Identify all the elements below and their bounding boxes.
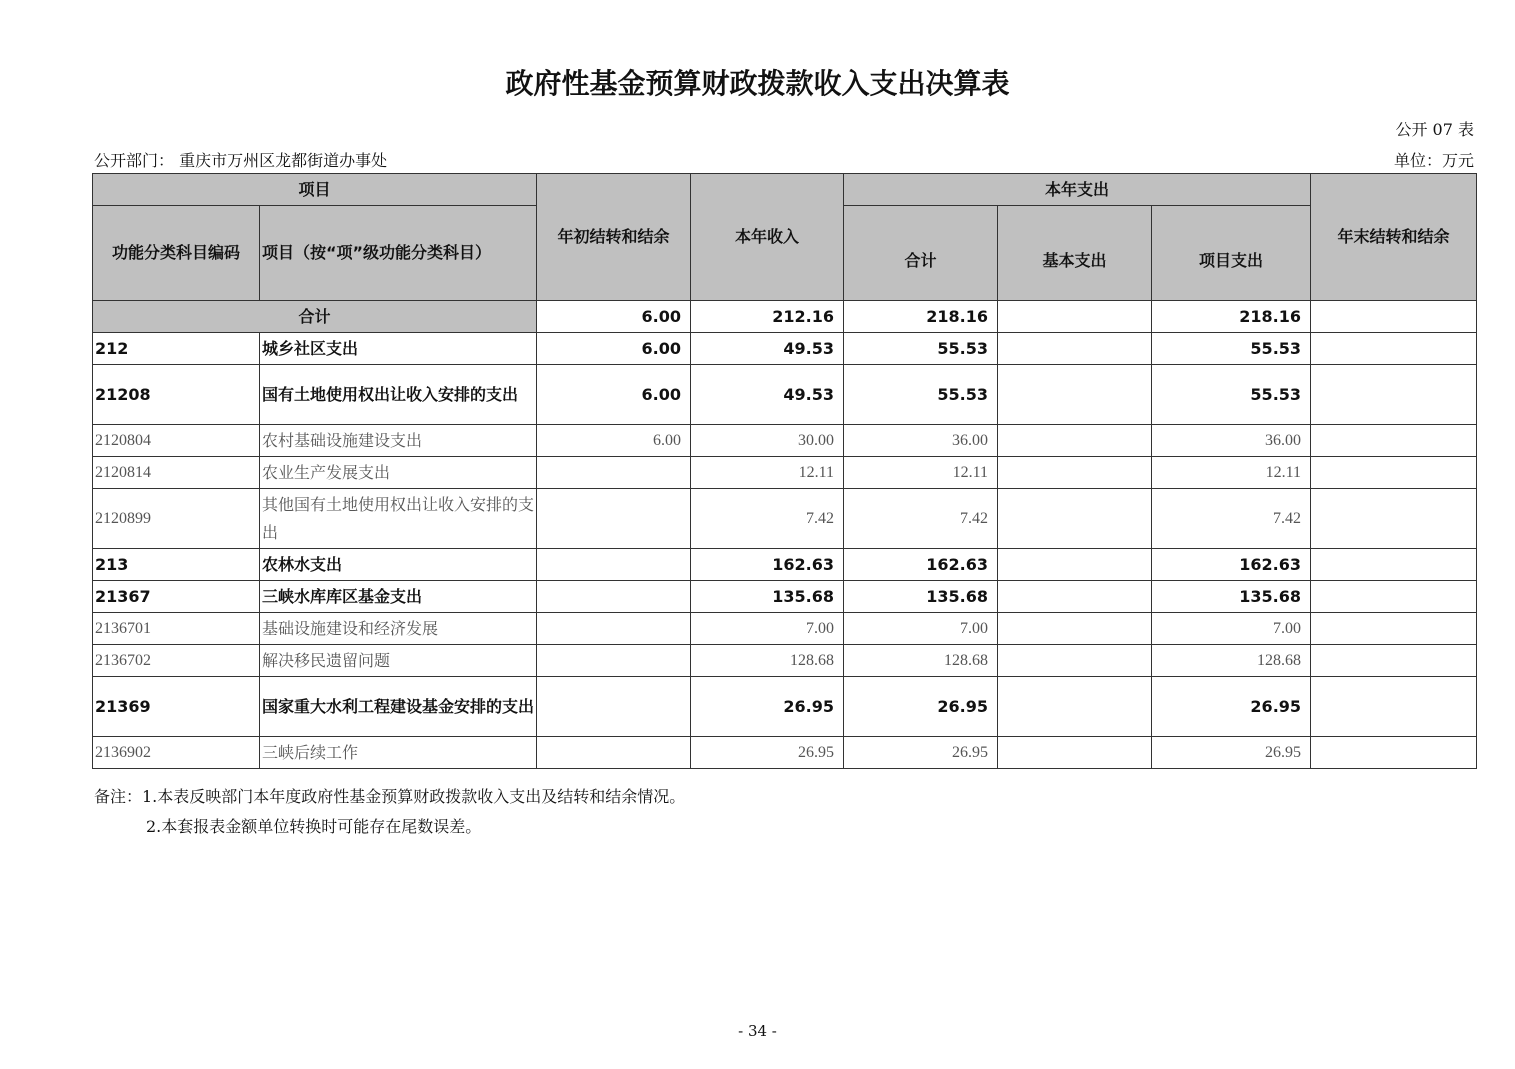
cell-name: 农业生产发展支出 (260, 457, 537, 489)
page-number: - 34 - (738, 1022, 777, 1040)
cell-code: 2120899 (93, 489, 260, 549)
table-row (93, 549, 1477, 581)
cell-basic (998, 581, 1152, 613)
notes (94, 782, 685, 842)
cell-project-exp: 55.53 (1152, 365, 1311, 425)
cell-end-balance (1311, 645, 1477, 677)
cell-basic (998, 365, 1152, 425)
cell-income: 49.53 (691, 333, 844, 365)
cell-basic (998, 737, 1152, 769)
cell-end-balance (1311, 737, 1477, 769)
header-expenditure: 本年支出 (844, 174, 1311, 206)
cell-code: 2120804 (93, 425, 260, 457)
header-project-exp: 项目支出 (1152, 206, 1311, 301)
cell-income: 12.11 (691, 457, 844, 489)
cell-total: 55.53 (844, 333, 998, 365)
cell-code: 213 (93, 549, 260, 581)
cell-begin-balance (537, 457, 691, 489)
total-project-exp: 218.16 (1152, 301, 1311, 333)
table-row (93, 457, 1477, 489)
table-row (93, 581, 1477, 613)
cell-end-balance (1311, 333, 1477, 365)
unit-label: 单位：万元 (1393, 151, 1474, 170)
table-row (93, 677, 1477, 737)
cell-income: 128.68 (691, 645, 844, 677)
cell-name: 国有土地使用权出让收入安排的支出 (260, 365, 537, 425)
cell-name: 国家重大水利工程建设基金安排的支出 (260, 677, 537, 737)
cell-basic (998, 549, 1152, 581)
header-begin-balance: 年初结转和结余 (537, 174, 691, 301)
cell-name: 城乡社区支出 (260, 333, 537, 365)
cell-begin-balance (537, 737, 691, 769)
cell-income: 7.00 (691, 613, 844, 645)
cell-basic (998, 333, 1152, 365)
table-row (93, 645, 1477, 677)
cell-begin-balance (537, 549, 691, 581)
cell-basic (998, 489, 1152, 549)
cell-begin-balance (537, 613, 691, 645)
cell-total: 55.53 (844, 365, 998, 425)
header-end-balance: 年末结转和结余 (1311, 174, 1477, 301)
cell-total: 7.42 (844, 489, 998, 549)
cell-end-balance (1311, 365, 1477, 425)
cell-income: 26.95 (691, 737, 844, 769)
cell-code: 2136701 (93, 613, 260, 645)
cell-end-balance (1311, 457, 1477, 489)
cell-code: 2120814 (93, 457, 260, 489)
cell-begin-balance (537, 645, 691, 677)
cell-total: 26.95 (844, 677, 998, 737)
cell-code: 21208 (93, 365, 260, 425)
cell-end-balance (1311, 549, 1477, 581)
cell-total: 135.68 (844, 581, 998, 613)
cell-name: 三峡后续工作 (260, 737, 537, 769)
cell-project-exp: 55.53 (1152, 333, 1311, 365)
cell-total: 26.95 (844, 737, 998, 769)
cell-total: 12.11 (844, 457, 998, 489)
header-project: 项目 (93, 174, 537, 206)
cell-basic (998, 677, 1152, 737)
total-basic (998, 301, 1152, 333)
note-1: 备注：1.本表反映部门本年度政府性基金预算财政拨款收入支出及结转和结余情况。 (94, 787, 686, 806)
cell-basic (998, 457, 1152, 489)
cell-end-balance (1311, 489, 1477, 549)
department-label: 公开部门： 重庆市万州区龙都街道办事处 (94, 151, 388, 170)
cell-name: 三峡水库库区基金支出 (260, 581, 537, 613)
cell-name: 农村基础设施建设支出 (260, 425, 537, 457)
total-row (93, 301, 1477, 333)
cell-income: 30.00 (691, 425, 844, 457)
table-row (93, 613, 1477, 645)
cell-basic (998, 645, 1152, 677)
total-total: 218.16 (844, 301, 998, 333)
total-begin-balance: 6.00 (537, 301, 691, 333)
cell-begin-balance: 6.00 (537, 333, 691, 365)
table-row (93, 365, 1477, 425)
cell-income: 162.63 (691, 549, 844, 581)
cell-code: 21367 (93, 581, 260, 613)
cell-project-exp: 135.68 (1152, 581, 1311, 613)
cell-basic (998, 613, 1152, 645)
cell-income: 49.53 (691, 365, 844, 425)
cell-project-exp: 36.00 (1152, 425, 1311, 457)
cell-project-exp: 12.11 (1152, 457, 1311, 489)
cell-project-exp: 128.68 (1152, 645, 1311, 677)
table-body (93, 301, 1477, 769)
cell-code: 2136702 (93, 645, 260, 677)
cell-project-exp: 26.95 (1152, 737, 1311, 769)
total-end-balance (1311, 301, 1477, 333)
cell-name: 农林水支出 (260, 549, 537, 581)
cell-project-exp: 7.00 (1152, 613, 1311, 645)
cell-code: 21369 (93, 677, 260, 737)
header-code: 功能分类科目编码 (93, 206, 260, 301)
budget-table (92, 173, 1477, 769)
cell-total: 7.00 (844, 613, 998, 645)
cell-end-balance (1311, 581, 1477, 613)
cell-project-exp: 162.63 (1152, 549, 1311, 581)
cell-begin-balance (537, 581, 691, 613)
cell-income: 26.95 (691, 677, 844, 737)
total-income: 212.16 (691, 301, 844, 333)
page-title: 政府性基金预算财政拨款收入支出决算表 (505, 67, 1010, 100)
cell-begin-balance: 6.00 (537, 365, 691, 425)
cell-total: 36.00 (844, 425, 998, 457)
cell-code: 212 (93, 333, 260, 365)
header-name: 项目（按“项”级功能分类科目） (260, 206, 537, 301)
cell-name: 基础设施建设和经济发展 (260, 613, 537, 645)
cell-project-exp: 7.42 (1152, 489, 1311, 549)
cell-total: 128.68 (844, 645, 998, 677)
cell-code: 2136902 (93, 737, 260, 769)
cell-project-exp: 26.95 (1152, 677, 1311, 737)
header-basic: 基本支出 (998, 206, 1152, 301)
cell-begin-balance (537, 489, 691, 549)
table-row (93, 333, 1477, 365)
cell-end-balance (1311, 425, 1477, 457)
table-number: 公开 07 表 (1395, 120, 1474, 139)
cell-basic (998, 425, 1152, 457)
total-label: 合计 (93, 301, 537, 333)
cell-total: 162.63 (844, 549, 998, 581)
cell-begin-balance: 6.00 (537, 425, 691, 457)
cell-income: 7.42 (691, 489, 844, 549)
cell-begin-balance (537, 677, 691, 737)
header-income: 本年收入 (691, 174, 844, 301)
header-total: 合计 (844, 206, 998, 301)
cell-income: 135.68 (691, 581, 844, 613)
cell-name: 其他国有土地使用权出让收入安排的支出 (260, 489, 537, 549)
table-row (93, 737, 1477, 769)
cell-name: 解决移民遗留问题 (260, 645, 537, 677)
table-row (93, 425, 1477, 457)
cell-end-balance (1311, 677, 1477, 737)
note-2: 2.本套报表金额单位转换时可能存在尾数误差。 (146, 817, 482, 836)
table-row (93, 489, 1477, 549)
cell-end-balance (1311, 613, 1477, 645)
